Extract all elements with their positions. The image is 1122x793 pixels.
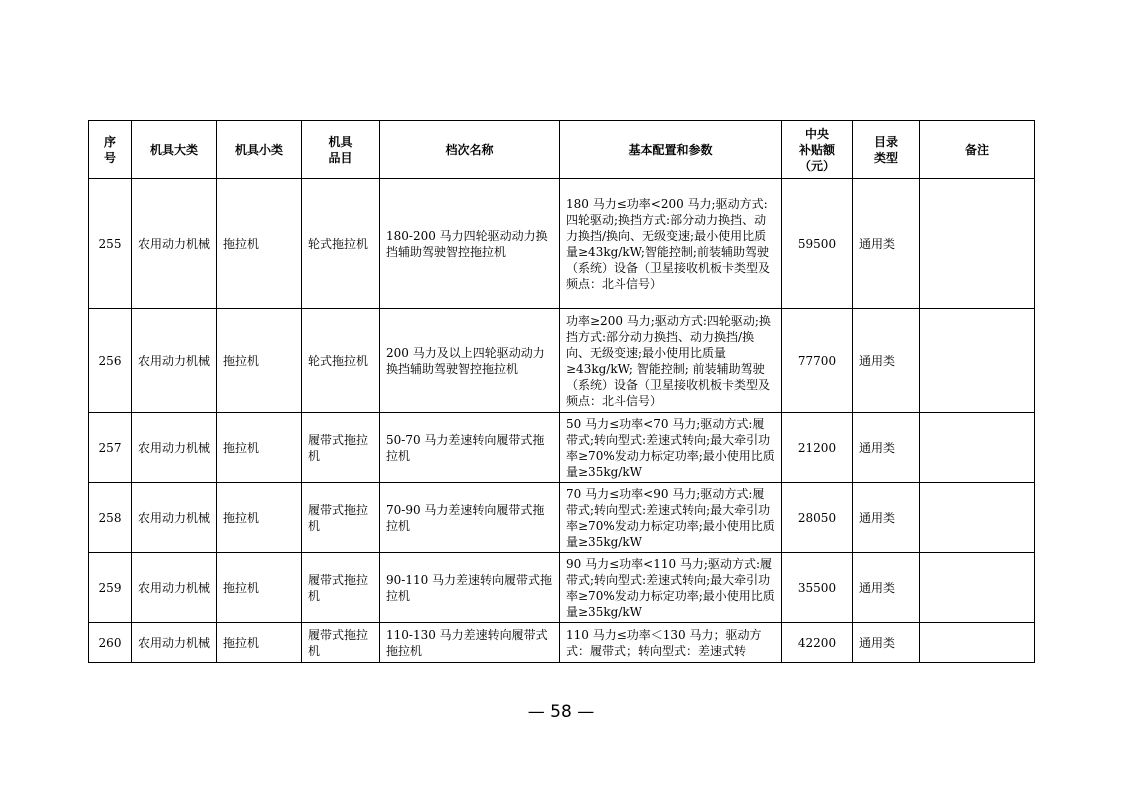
config-text: 70 马力≤功率<90 马力;驱动方式:履带式;转向型式:差速式转向;最大牵引功率≥70%发动力标定功率;最小使用比质量≥35kg/kW [566, 486, 775, 549]
cell-grade: 200 马力及以上四轮驱动动力换挡辅助驾驶智控拖拉机 [380, 309, 560, 413]
cell-subsidy: 35500 [782, 553, 853, 623]
cell-subsidy: 77700 [782, 309, 853, 413]
cell-subcategory: 拖拉机 [217, 413, 302, 483]
cell-category: 农用动力机械 [132, 309, 217, 413]
config-text: 90 马力≤功率<110 马力;驱动方式:履带式;转向型式:差速式转向;最大牵引功率≥70%发动力标定功率;最小使用比质量≥35kg/kW [566, 556, 775, 619]
cell-subsidy: 59500 [782, 179, 853, 309]
cell-catalog: 通用类 [853, 309, 920, 413]
cell-subcategory: 拖拉机 [217, 179, 302, 309]
cell-grade: 50-70 马力差速转向履带式拖拉机 [380, 413, 560, 483]
header-config: 基本配置和参数 [560, 121, 782, 179]
header-subcategory: 机具小类 [217, 121, 302, 179]
cell-item: 轮式拖拉机 [302, 179, 380, 309]
cell-subcategory: 拖拉机 [217, 309, 302, 413]
table-row [89, 623, 1035, 663]
table-row [89, 413, 1035, 483]
cell-seq: 258 [89, 483, 132, 553]
cell-remark [920, 483, 1035, 553]
config-text: 180 马力≤功率<200 马力;驱动方式:四轮驱动;换挡方式:部分动力换挡、动力换挡/换向、无级变速;最小使用比质量≥43kg/kW;智能控制;前装辅助驾驶（系统）设备（卫星接收机板卡类型及频点：北斗信号） [566, 196, 771, 291]
cell-config [560, 483, 782, 553]
table-row [89, 179, 1035, 309]
config-text: 功率≥200 马力;驱动方式:四轮驱动;换挡方式:部分动力换挡、动力换挡/换向、无级变速;最小使用比质量≥43kg/kW; 智能控制; 前装辅助驾驶（系统）设备（卫星接收机板卡类型及频点：北斗信号） [566, 313, 771, 408]
cell-item: 轮式拖拉机 [302, 309, 380, 413]
header-subsidy: 中央 补贴额 （元） [782, 121, 853, 179]
cell-seq: 257 [89, 413, 132, 483]
table-header-row [89, 121, 1035, 179]
table-row [89, 553, 1035, 623]
cell-catalog: 通用类 [853, 179, 920, 309]
config-text: 110 马力≤功率＜130 马力；驱动方式：履带式；转向型式：差速式转 [566, 627, 762, 658]
cell-catalog: 通用类 [853, 553, 920, 623]
cell-config [560, 413, 782, 483]
cell-category: 农用动力机械 [132, 179, 217, 309]
header-item: 机具 品目 [302, 121, 380, 179]
cell-subcategory: 拖拉机 [217, 483, 302, 553]
cell-grade: 70-90 马力差速转向履带式拖拉机 [380, 483, 560, 553]
cell-subcategory: 拖拉机 [217, 553, 302, 623]
cell-remark [920, 413, 1035, 483]
subsidy-table [88, 120, 1035, 663]
cell-category: 农用动力机械 [132, 553, 217, 623]
cell-seq: 260 [89, 623, 132, 663]
table-row [89, 483, 1035, 553]
header-seq: 序 号 [89, 121, 132, 179]
cell-seq: 256 [89, 309, 132, 413]
cell-catalog: 通用类 [853, 623, 920, 663]
cell-catalog: 通用类 [853, 413, 920, 483]
cell-subsidy: 21200 [782, 413, 853, 483]
cell-item: 履带式拖拉机 [302, 483, 380, 553]
cell-config [560, 309, 782, 413]
header-catalog: 目录 类型 [853, 121, 920, 179]
cell-subsidy: 42200 [782, 623, 853, 663]
header-grade: 档次名称 [380, 121, 560, 179]
cell-remark [920, 309, 1035, 413]
cell-subsidy: 28050 [782, 483, 853, 553]
cell-category: 农用动力机械 [132, 623, 217, 663]
cell-config [560, 553, 782, 623]
cell-seq: 259 [89, 553, 132, 623]
header-remark: 备注 [920, 121, 1035, 179]
cell-grade: 90-110 马力差速转向履带式拖拉机 [380, 553, 560, 623]
cell-item: 履带式拖拉机 [302, 553, 380, 623]
config-text: 50 马力≤功率<70 马力;驱动方式:履带式;转向型式:差速式转向;最大牵引功率≥70%发动力标定功率;最小使用比质量≥35kg/kW [566, 416, 775, 479]
cell-catalog: 通用类 [853, 483, 920, 553]
cell-seq: 255 [89, 179, 132, 309]
cell-grade: 110-130 马力差速转向履带式拖拉机 [380, 623, 560, 663]
cell-category: 农用动力机械 [132, 483, 217, 553]
cell-config [560, 623, 782, 663]
cell-config [560, 179, 782, 309]
cell-item: 履带式拖拉机 [302, 413, 380, 483]
page-number: — 58 — [527, 702, 595, 722]
cell-subcategory: 拖拉机 [217, 623, 302, 663]
cell-category: 农用动力机械 [132, 413, 217, 483]
header-category: 机具大类 [132, 121, 217, 179]
table-row [89, 309, 1035, 413]
cell-item: 履带式拖拉机 [302, 623, 380, 663]
cell-remark [920, 553, 1035, 623]
cell-remark [920, 179, 1035, 309]
cell-remark [920, 623, 1035, 663]
cell-grade: 180-200 马力四轮驱动动力换挡辅助驾驶智控拖拉机 [380, 179, 560, 309]
